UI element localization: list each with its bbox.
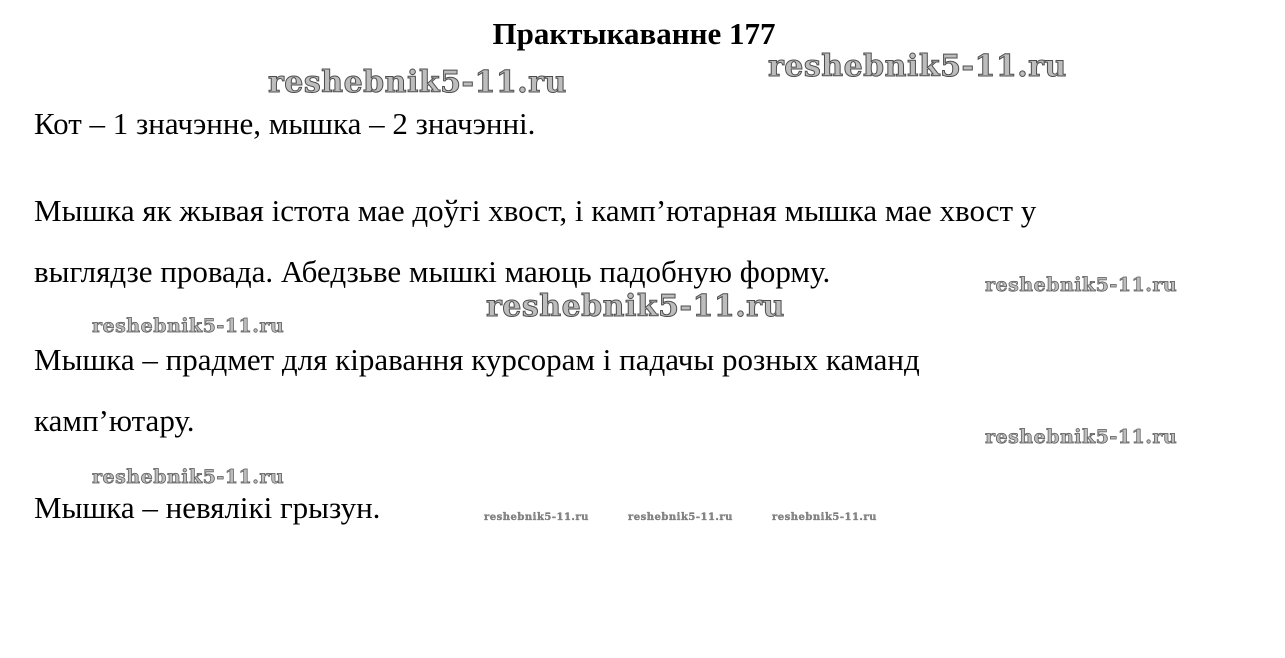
- watermark: reshebnik5-11.ru: [486, 289, 785, 324]
- watermark: reshebnik5-11.ru: [484, 512, 589, 523]
- text-line-5: камп’ютару.: [34, 403, 195, 438]
- watermark: reshebnik5-11.ru: [92, 315, 285, 337]
- watermark: reshebnik5-11.ru: [768, 49, 1067, 84]
- exercise-title: Практыкаванне 177: [492, 16, 776, 51]
- watermark: reshebnik5-11.ru: [985, 426, 1178, 448]
- watermark: reshebnik5-11.ru: [268, 65, 567, 100]
- watermark: reshebnik5-11.ru: [92, 466, 285, 488]
- text-line-2: Мышка як жывая істота мае доўгі хвост, і камп’ютарная мышка мае хвост у: [34, 193, 1037, 228]
- watermark: reshebnik5-11.ru: [985, 274, 1178, 296]
- text-line-6: Мышка – невялікі грызун.: [34, 490, 381, 525]
- text-line-4: Мышка – прадмет для кіравання курсорам і падачы розных каманд: [34, 342, 920, 377]
- text-line-3: выглядзе провада. Абедзьве мышкі маюць падобную форму.: [34, 254, 831, 289]
- watermark: reshebnik5-11.ru: [628, 512, 733, 523]
- text-line-1: Кот – 1 значэнне, мышка – 2 значэнні.: [34, 106, 536, 141]
- watermark: reshebnik5-11.ru: [772, 512, 877, 523]
